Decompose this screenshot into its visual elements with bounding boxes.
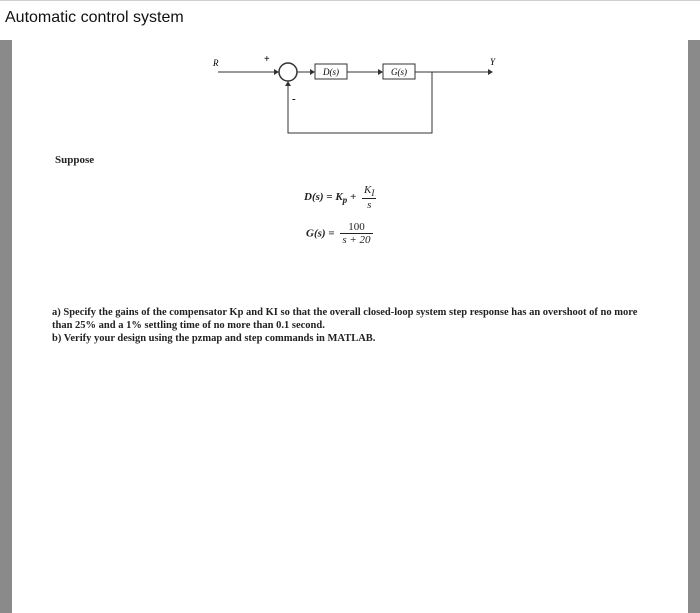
output-label: Y xyxy=(490,57,496,67)
left-gray-bar xyxy=(0,40,12,613)
plant-label: G(s) xyxy=(391,67,407,77)
minus-sign: - xyxy=(292,93,296,105)
controller-equation: $D(s) = K_p$ + $\frac{K_I}{s}$ xyxy=(304,184,375,212)
question-b: b) Verify your design using the pzmap and step commands in MATLAB. xyxy=(52,333,376,344)
document-image xyxy=(12,40,688,613)
controller-label: D(s) xyxy=(323,67,339,77)
input-label: R xyxy=(213,58,219,68)
right-gray-bar xyxy=(688,40,700,613)
question-a: a) Specify the gains of the compensator Kp and KI so that the overall closed-loop system step response has an overshoot of no more than 25% and a 1% settling time of no more than 0.1 second. xyxy=(52,307,638,331)
problem-questions xyxy=(52,306,652,345)
block-diagram xyxy=(12,40,688,150)
plant-equation: G(s) = $\frac{100}{s + 20}$ xyxy=(306,221,371,246)
feedback-path xyxy=(288,72,432,133)
summing-junction xyxy=(279,63,297,81)
suppose-label: Suppose xyxy=(55,154,95,166)
page-title: Automatic control system xyxy=(5,9,184,26)
top-border xyxy=(0,0,700,1)
plus-sign: + xyxy=(264,54,270,65)
